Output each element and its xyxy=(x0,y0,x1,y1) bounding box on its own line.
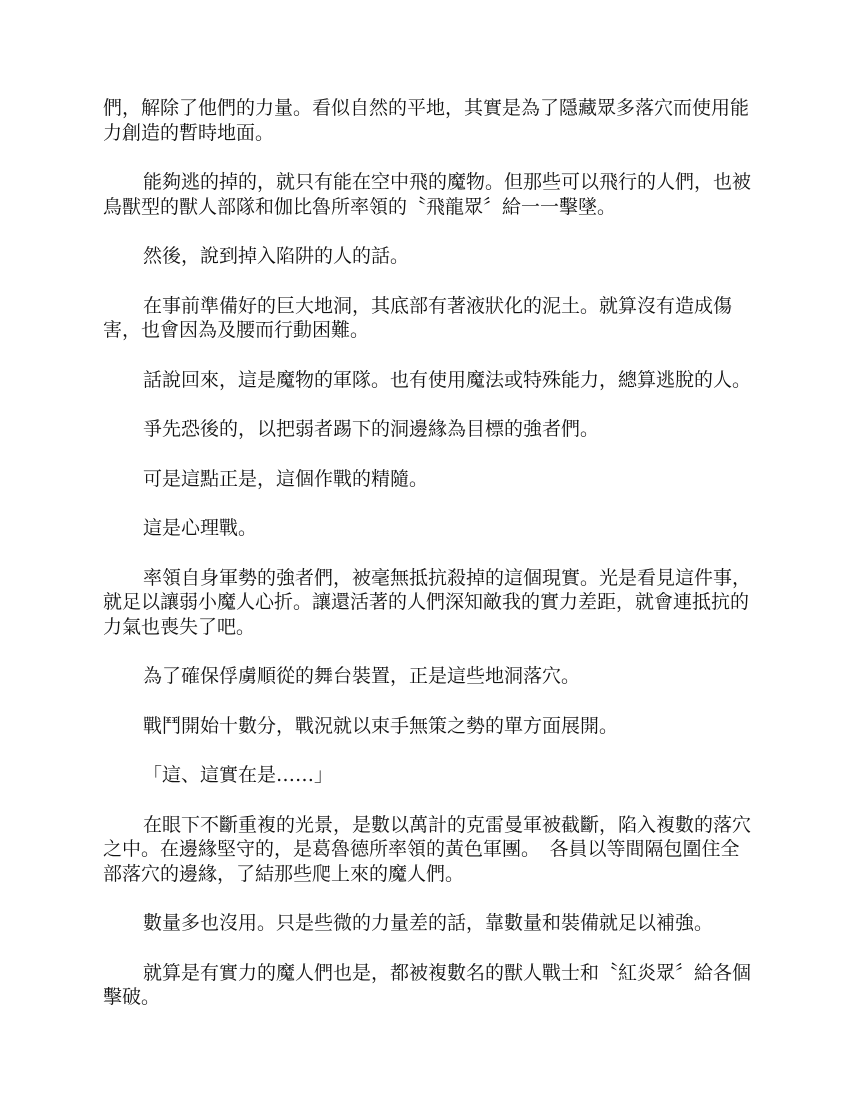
paragraph xyxy=(103,664,753,689)
paragraph xyxy=(103,911,753,936)
paragraph xyxy=(103,244,753,269)
paragraph xyxy=(103,813,753,887)
paragraph-line: 的落穴之中。在邊緣堅守的，是葛魯德所率領的黃色軍團。 各員以等 xyxy=(103,813,752,860)
paragraph xyxy=(103,467,753,492)
paragraph xyxy=(103,368,753,393)
paragraph xyxy=(103,763,753,788)
paragraph-line: 爭先恐後的，以把弱者踢下的洞邊緣為目標的強者們。 xyxy=(143,418,600,440)
paragraph xyxy=(103,961,753,1010)
paragraph xyxy=(103,96,753,145)
paragraph-line: 戰鬥開始十數分，戰況就以束手無策之勢的單方面展開。 xyxy=(143,714,619,737)
paragraph-line: 數量多也沒用。只是些微的力量差的話，靠數量和裝備就足以補 xyxy=(143,912,676,934)
paragraph xyxy=(103,170,753,219)
paragraph-line: 話說回來，這是魔物的軍隊。也有使用魔法或特殊能力，總算逃脫 xyxy=(143,368,695,391)
paragraph-line: 就算是有實力的魔人們也是，都被複數名的獸人戰士和〝紅炎眾〞 xyxy=(143,961,695,984)
paragraph-line: 強。 xyxy=(675,912,714,934)
paragraph-line: 的人。 xyxy=(694,368,752,391)
paragraph xyxy=(103,566,753,640)
paragraph-line: 們，解除了他們的力量。看似自然的平地，其實是為了隱藏眾多落穴而 xyxy=(103,97,693,119)
paragraph-line: 率領自身軍勢的強者們，被毫無抵抗殺掉的這個現實。光是看見這 xyxy=(143,566,695,589)
paragraph-line: 為了確保俘虜順從的舞台裝置，正是這些地洞落穴。 xyxy=(143,665,581,687)
paragraph xyxy=(103,516,753,541)
paragraph-line: 給各個擊破。 xyxy=(103,961,752,1008)
paragraph-line: 這是心理戰。 xyxy=(143,517,258,539)
paragraph-line: 使用能力創造的暫時地面。 xyxy=(103,97,750,144)
paragraph-line: 可是這點正是，這個作戰的精隨。 xyxy=(143,467,429,490)
paragraph xyxy=(103,417,753,442)
paragraph-line: 在事前準備好的巨大地洞，其底部有著液狀化的泥土。就算沒有造 xyxy=(143,294,695,317)
paragraph-line: 間隔包圍住全部落穴的邊緣，了結那些爬上來的魔人們。 xyxy=(103,838,740,885)
paragraph-line: 能夠逃的掉的，就只有能在空中飛的魔物。但那些可以飛行的人 xyxy=(143,171,676,193)
paragraph xyxy=(103,294,753,343)
paragraph-line: 在眼下不斷重複的光景，是數以萬計的克雷曼軍被截斷，陷入複數 xyxy=(143,813,695,836)
paragraph-line: 成傷害，也會因為及腰而行動困難。 xyxy=(103,294,733,341)
paragraph xyxy=(103,714,753,739)
paragraph-line: 就會連抵抗的力氣也喪失了吧。 xyxy=(103,591,750,638)
paragraph-line: 「這、這實在是……」 xyxy=(143,764,334,786)
document-page xyxy=(103,96,753,1035)
paragraph-line: 然後，說到掉入陷阱的人的話。 xyxy=(143,245,410,267)
paragraph-line: 件事，就足以讓弱小魔人心折。讓還活著的人們深知敵我的實力差距， xyxy=(103,566,752,613)
paragraph-line: 們，也被鳥獸型的獸人部隊和伽比魯所率領的〝飛龍眾〞給一一擊墜。 xyxy=(103,171,752,218)
